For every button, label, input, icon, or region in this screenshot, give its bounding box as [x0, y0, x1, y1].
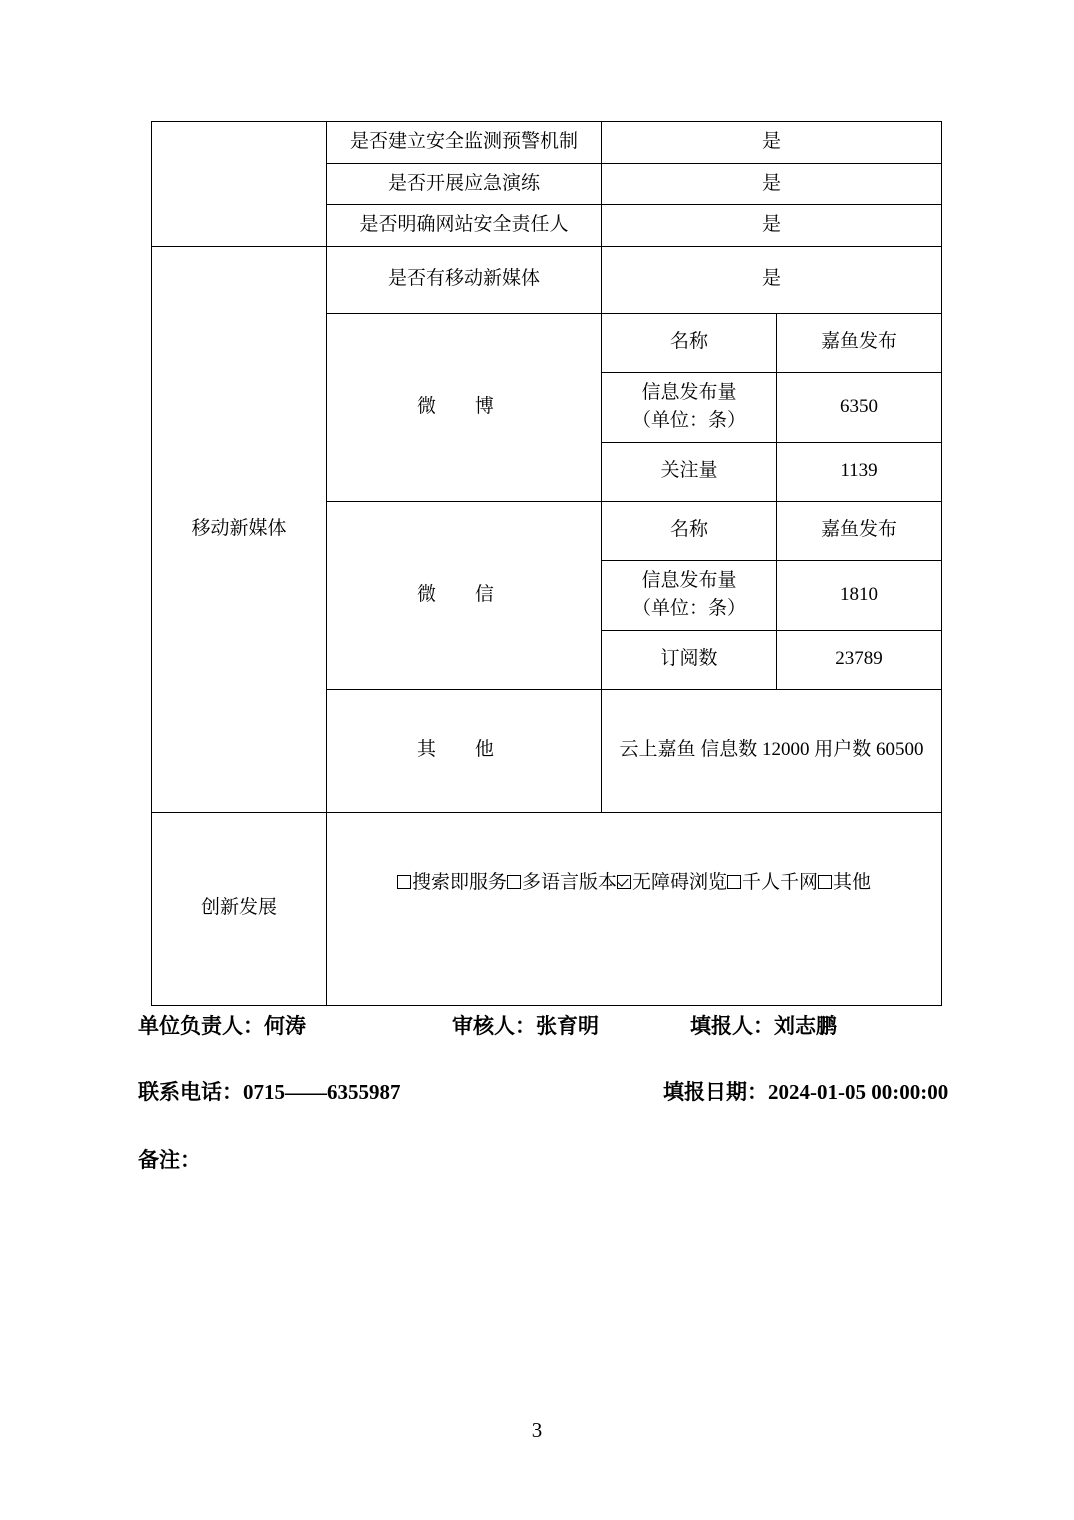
contact-phone-value: 0715——6355987 — [243, 1080, 401, 1104]
signature-row-2 — [0, 1066, 1074, 1122]
report-date-label: 填报日期： — [663, 1080, 768, 1104]
security-row-label-0: 是否建立安全监测预警机制 — [327, 122, 602, 164]
weixin-subscribers-key: 订阅数 — [602, 630, 777, 689]
checkbox-icon[interactable] — [397, 875, 411, 889]
weixin-posts-value: 1810 — [777, 560, 942, 630]
other-media-value: 云上嘉鱼 信息数 12000 用户数 60500 — [602, 689, 942, 812]
remark-label: 备注： — [138, 1148, 201, 1172]
weibo-label: 微 博 — [327, 313, 602, 501]
report-date — [663, 1076, 948, 1106]
weibo-posts-value: 6350 — [777, 372, 942, 442]
contact-phone-label: 联系电话： — [138, 1080, 243, 1104]
unit-leader — [138, 1010, 306, 1040]
signature-block — [0, 1010, 1074, 1178]
checkbox-checked-icon[interactable] — [617, 875, 631, 889]
signature-row-3 — [0, 1122, 1074, 1178]
weibo-followers-key: 关注量 — [602, 442, 777, 501]
mobile-media-section-label: 移动新媒体 — [152, 246, 327, 812]
weibo-followers-value: 1139 — [777, 442, 942, 501]
unit-leader-label: 单位负责人： — [138, 1014, 264, 1038]
weixin-posts-key — [602, 560, 777, 630]
innovation-option-label-4: 其他 — [833, 871, 872, 893]
weibo-name-value: 嘉鱼发布 — [777, 313, 942, 372]
reviewer — [452, 1010, 599, 1040]
weibo-posts-key — [602, 372, 777, 442]
weixin-name-key: 名称 — [602, 501, 777, 560]
reviewer-value: 张育明 — [536, 1014, 599, 1038]
weibo-posts-key-line1: 信息发布量 — [641, 381, 737, 403]
security-row-label-2: 是否明确网站安全责任人 — [327, 205, 602, 247]
reviewer-label: 审核人： — [452, 1014, 536, 1038]
has-mobile-media-value: 是 — [602, 246, 942, 313]
reporter-value: 刘志鹏 — [774, 1014, 837, 1038]
innovation-option-search-as-service[interactable] — [397, 872, 507, 893]
security-row-value-1: 是 — [602, 163, 942, 205]
annual-report-table — [151, 121, 942, 1006]
security-row-label-1: 是否开展应急演练 — [327, 163, 602, 205]
innovation-option-label-3: 千人千网 — [742, 871, 819, 893]
security-row-value-0: 是 — [602, 122, 942, 164]
weixin-posts-key-line1: 信息发布量 — [641, 569, 737, 591]
checkbox-icon[interactable] — [727, 875, 741, 889]
table-row — [152, 812, 942, 1005]
reporter-label: 填报人： — [690, 1014, 774, 1038]
contact-phone — [138, 1076, 401, 1106]
innovation-option-label-2: 无障碍浏览 — [632, 871, 728, 893]
other-media-label: 其 他 — [327, 689, 602, 812]
innovation-option-label-0: 搜索即服务 — [411, 871, 507, 893]
weixin-label: 微 信 — [327, 501, 602, 689]
innovation-option-other[interactable] — [818, 872, 871, 893]
innovation-option-accessibility[interactable] — [617, 872, 727, 893]
security-section-label — [152, 122, 327, 247]
checkbox-icon[interactable] — [818, 875, 832, 889]
weixin-posts-key-line2: （单位：条） — [631, 598, 746, 619]
signature-row-1 — [0, 1010, 1074, 1066]
weixin-subscribers-value: 23789 — [777, 630, 942, 689]
reporter — [690, 1010, 837, 1040]
weibo-name-key: 名称 — [602, 313, 777, 372]
innovation-option-multilingual[interactable] — [507, 872, 617, 893]
report-date-value: 2024-01-05 00:00:00 — [768, 1080, 949, 1104]
innovation-checkbox-group — [331, 869, 937, 898]
checkbox-icon[interactable] — [507, 875, 521, 889]
has-mobile-media-label: 是否有移动新媒体 — [327, 246, 602, 313]
innovation-options — [327, 812, 942, 1005]
unit-leader-value: 何涛 — [264, 1014, 306, 1038]
innovation-option-label-1: 多语言版本 — [521, 871, 617, 893]
table-row — [152, 122, 942, 164]
innovation-label: 创新发展 — [152, 812, 327, 1005]
innovation-option-personalized-net[interactable] — [727, 872, 818, 893]
security-row-value-2: 是 — [602, 205, 942, 247]
weixin-name-value: 嘉鱼发布 — [777, 501, 942, 560]
table-row — [152, 246, 942, 313]
page-number: 3 — [531, 1418, 543, 1442]
weibo-posts-key-line2: （单位：条） — [631, 410, 746, 431]
